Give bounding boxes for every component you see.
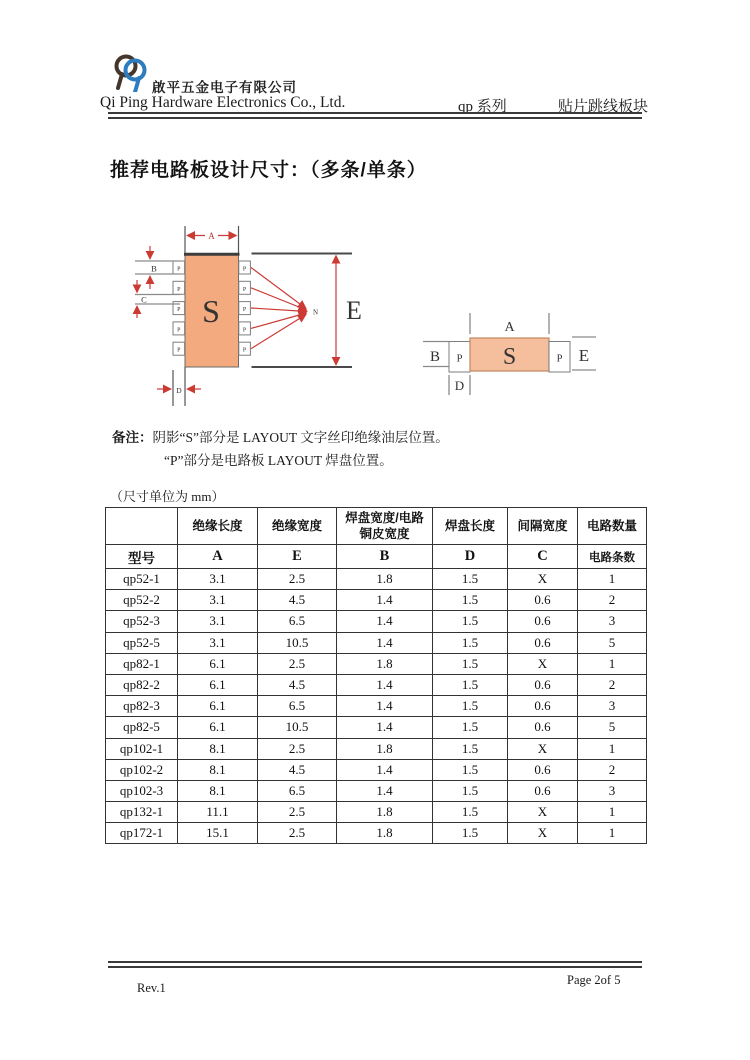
value-cell: 1.5 [433, 590, 508, 611]
svg-text:P: P [177, 307, 181, 314]
value-cell: 0.6 [508, 696, 578, 717]
value-cell: X [508, 653, 578, 674]
value-cell: X [508, 738, 578, 759]
value-cell: 3.1 [178, 590, 258, 611]
svg-text:P: P [242, 266, 247, 273]
header-cell: 电路条数 [578, 545, 647, 569]
value-cell: 6.1 [178, 674, 258, 695]
svg-text:B: B [151, 263, 157, 274]
dim-a-label: A [208, 231, 215, 241]
converging-arrows [251, 268, 307, 349]
value-cell: 6.1 [178, 653, 258, 674]
svg-text:P: P [242, 307, 247, 314]
value-cell: 1.5 [433, 759, 508, 780]
header-cell: D [433, 545, 508, 569]
left-pads [173, 261, 185, 355]
value-cell: 1.5 [433, 717, 508, 738]
remark-line-2: “P”部分是电路板 LAYOUT 焊盘位置。 [164, 453, 393, 468]
value-cell: 6.1 [178, 717, 258, 738]
company-name-cn: 啟平五金电子有限公司 [152, 80, 297, 95]
header-cell: 焊盘宽度/电路 铜皮宽度 [337, 508, 433, 545]
product-label: 贴片跳线板块 [557, 99, 648, 115]
value-cell: 0.6 [508, 674, 578, 695]
model-cell: qp52-1 [106, 569, 178, 590]
value-cell: 3.1 [178, 611, 258, 632]
value-cell: 3.1 [178, 632, 258, 653]
model-cell: qp52-5 [106, 632, 178, 653]
value-cell: 1.5 [433, 569, 508, 590]
model-cell: qp82-5 [106, 717, 178, 738]
svg-text:P: P [242, 327, 247, 334]
value-cell: 3.1 [178, 569, 258, 590]
value-cell: 1.8 [337, 738, 433, 759]
dim-d [157, 367, 201, 406]
value-cell: 0.6 [508, 632, 578, 653]
remark-line-1: 备注：阴影“S”部分是 LAYOUT 文字丝印绝缘油层位置。 [112, 430, 449, 445]
spec-table-body [106, 569, 647, 844]
value-cell: 1 [578, 653, 647, 674]
value-cell: 1 [578, 823, 647, 844]
value-cell: 1.8 [337, 569, 433, 590]
value-cell: 6.5 [258, 696, 337, 717]
value-cell: 4.5 [258, 590, 337, 611]
value-cell: 1.4 [337, 611, 433, 632]
value-cell: 1.4 [337, 717, 433, 738]
value-cell: 4.5 [258, 674, 337, 695]
value-cell: 6.5 [258, 611, 337, 632]
table-row [106, 569, 647, 590]
value-cell: 1.4 [337, 759, 433, 780]
value-cell: 10.5 [258, 717, 337, 738]
value-cell: 1.5 [433, 780, 508, 801]
value-cell: 3 [578, 696, 647, 717]
value-cell: 3 [578, 780, 647, 801]
value-cell: 1.5 [433, 696, 508, 717]
value-cell: 10.5 [258, 632, 337, 653]
svg-text:P: P [242, 286, 247, 293]
value-cell: 1.5 [433, 653, 508, 674]
value-cell: 2.5 [258, 823, 337, 844]
value-cell: 6.5 [258, 780, 337, 801]
svg-text:D: D [176, 386, 182, 395]
header-divider [108, 112, 642, 119]
pcb-layout-diagram-multi [110, 215, 370, 410]
header-cell: 绝缘长度 [178, 508, 258, 545]
table-row [106, 759, 647, 780]
model-cell: qp52-3 [106, 611, 178, 632]
header-cell: 绝缘宽度 [258, 508, 337, 545]
header-cell: 焊盘长度 [433, 508, 508, 545]
svg-text:C: C [141, 294, 147, 305]
value-cell: 1.5 [433, 738, 508, 759]
value-cell: 0.6 [508, 717, 578, 738]
value-cell: 2 [578, 590, 647, 611]
table-row [106, 802, 647, 823]
header-cell: A [178, 545, 258, 569]
dim-e-label: E [346, 296, 362, 325]
page-title: 推荐电路板设计尺寸：（多条/单条） [110, 160, 427, 181]
value-cell: 1.8 [337, 802, 433, 823]
value-cell: 0.6 [508, 759, 578, 780]
value-cell: 2 [578, 759, 647, 780]
svg-text:P: P [177, 266, 181, 273]
svg-text:P: P [456, 353, 463, 365]
value-cell: 1.5 [433, 823, 508, 844]
table-row [106, 590, 647, 611]
series-label: qp 系列 [458, 99, 507, 115]
header-cell-model: 型号 [106, 545, 178, 569]
remark-label: 备注： [112, 430, 153, 445]
s-label: S [502, 344, 517, 370]
value-cell: 2 [578, 674, 647, 695]
header-cell: C [508, 545, 578, 569]
value-cell: 8.1 [178, 759, 258, 780]
header-cell: 间隔宽度 [508, 508, 578, 545]
value-cell: 1 [578, 569, 647, 590]
model-cell: qp102-2 [106, 759, 178, 780]
table-row [106, 823, 647, 844]
value-cell: 1.5 [433, 611, 508, 632]
value-cell: 5 [578, 632, 647, 653]
dim-e-label: E [578, 346, 590, 365]
n-label: N [313, 308, 319, 317]
value-cell: 1.4 [337, 780, 433, 801]
value-cell: 1.8 [337, 653, 433, 674]
table-row [106, 674, 647, 695]
model-cell: qp82-3 [106, 696, 178, 717]
dim-b-label: B [429, 349, 441, 365]
table-header-row-2 [106, 545, 647, 569]
model-cell: qp132-1 [106, 802, 178, 823]
value-cell: 0.6 [508, 611, 578, 632]
value-cell: 1.5 [433, 632, 508, 653]
value-cell: 4.5 [258, 759, 337, 780]
value-cell: 1.4 [337, 674, 433, 695]
svg-text:P: P [556, 353, 563, 365]
table-row [106, 632, 647, 653]
spec-table [105, 507, 647, 844]
model-cell: qp102-1 [106, 738, 178, 759]
value-cell: 0.6 [508, 780, 578, 801]
table-row [106, 780, 647, 801]
value-cell: 8.1 [178, 780, 258, 801]
svg-text:P: P [177, 327, 181, 334]
value-cell: 2.5 [258, 738, 337, 759]
footer-divider [108, 961, 642, 968]
svg-text:P: P [177, 347, 181, 354]
model-cell: qp52-2 [106, 590, 178, 611]
value-cell: 0.6 [508, 590, 578, 611]
value-cell: 1.4 [337, 632, 433, 653]
s-label: S [202, 293, 220, 329]
value-cell: 1.4 [337, 590, 433, 611]
svg-text:P: P [242, 347, 247, 354]
value-cell: X [508, 823, 578, 844]
value-cell: 1.5 [433, 802, 508, 823]
company-logo-icon [112, 52, 148, 92]
header-cell: B [337, 545, 433, 569]
value-cell: 3 [578, 611, 647, 632]
value-cell: 1.5 [433, 674, 508, 695]
value-cell: 1 [578, 738, 647, 759]
value-cell: X [508, 802, 578, 823]
header-cell: 电路数量 [578, 508, 647, 545]
model-cell: qp172-1 [106, 823, 178, 844]
dim-a-label: A [504, 320, 515, 335]
table-row [106, 696, 647, 717]
unit-note: （尺寸单位为 mm） [110, 489, 225, 504]
value-cell: X [508, 569, 578, 590]
value-cell: 2.5 [258, 653, 337, 674]
value-cell: 1.8 [337, 823, 433, 844]
pcb-layout-diagram-single [420, 308, 600, 398]
value-cell: 2.5 [258, 569, 337, 590]
model-cell: qp82-2 [106, 674, 178, 695]
header-cell: E [258, 545, 337, 569]
remarks [112, 426, 449, 472]
company-name-en: Qi Ping Hardware Electronics Co., Ltd. [100, 94, 346, 111]
revision-label: Rev.1 [137, 981, 166, 995]
table-row [106, 653, 647, 674]
header-cell [106, 508, 178, 545]
value-cell: 8.1 [178, 738, 258, 759]
page-number: Page 2of 5 [567, 973, 621, 987]
svg-text:P: P [177, 286, 181, 293]
table-header-row-1 [106, 508, 647, 545]
dim-d-label: D [454, 378, 465, 393]
table-row [106, 738, 647, 759]
value-cell: 5 [578, 717, 647, 738]
table-row [106, 717, 647, 738]
value-cell: 15.1 [178, 823, 258, 844]
right-pads [239, 261, 251, 355]
table-row [106, 611, 647, 632]
value-cell: 1.4 [337, 696, 433, 717]
value-cell: 2.5 [258, 802, 337, 823]
model-cell: qp82-1 [106, 653, 178, 674]
value-cell: 11.1 [178, 802, 258, 823]
value-cell: 6.1 [178, 696, 258, 717]
model-cell: qp102-3 [106, 780, 178, 801]
value-cell: 1 [578, 802, 647, 823]
